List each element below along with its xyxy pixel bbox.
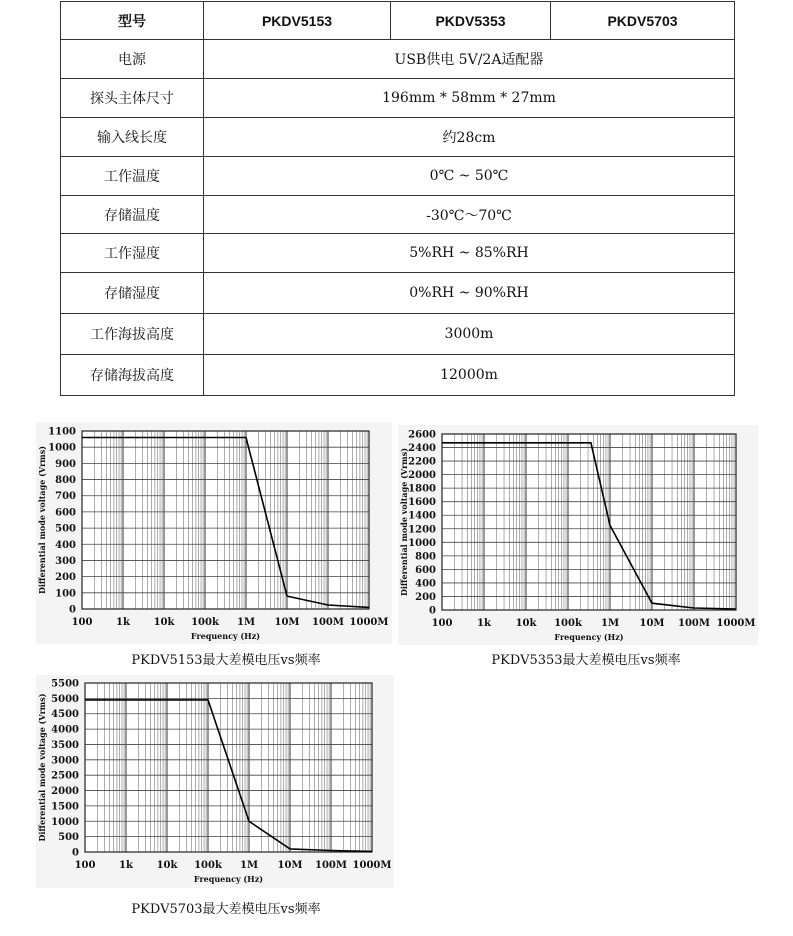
header-pkdv5353: PKDV5353 — [391, 2, 551, 40]
x-tick-label: 1k — [477, 618, 491, 629]
row-value: 0℃ ~ 50℃ — [204, 157, 735, 196]
row-value: 12000m — [204, 355, 735, 396]
table-row — [61, 196, 735, 234]
x-tick-label: 100 — [431, 618, 453, 629]
x-tick-label: 100M — [315, 860, 347, 871]
row-label: 工作温度 — [61, 157, 204, 196]
y-tick-label: 700 — [55, 491, 76, 503]
x-tick-label: 1M — [239, 860, 259, 871]
y-tick-label: 1500 — [51, 801, 79, 813]
chart-caption: PKDV5703最大差模电压vs频率 — [131, 902, 321, 917]
header-pkdv5153: PKDV5153 — [204, 2, 391, 40]
y-tick-label: 5500 — [51, 678, 79, 690]
chart-pkdv5703 — [36, 675, 394, 888]
y-tick-label: 1800 — [408, 483, 436, 495]
y-tick-label: 400 — [415, 578, 436, 590]
row-value: 0%RH ~ 90%RH — [204, 273, 735, 314]
x-tick-label: 100k — [554, 618, 582, 629]
header-pkdv5703: PKDV5703 — [551, 2, 735, 40]
x-tick-label: 100 — [74, 860, 96, 871]
chart-caption: PKDV5153最大差模电压vs频率 — [131, 653, 321, 668]
y-tick-label: 1000 — [48, 442, 76, 454]
table-row — [61, 314, 735, 355]
y-tick-label: 1000 — [408, 537, 436, 549]
y-tick-label: 2500 — [51, 770, 79, 782]
y-tick-label: 800 — [415, 551, 436, 563]
chart-svg — [36, 422, 392, 644]
row-label: 工作湿度 — [61, 234, 204, 273]
y-tick-label: 2600 — [408, 429, 436, 441]
y-tick-label: 500 — [55, 523, 76, 535]
y-tick-label: 1100 — [48, 426, 76, 438]
row-label: 存储温度 — [61, 196, 204, 234]
y-tick-label: 2200 — [408, 456, 436, 468]
row-label: 存储湿度 — [61, 273, 204, 314]
y-tick-label: 800 — [55, 475, 76, 487]
spec-table — [60, 1, 735, 396]
y-tick-label: 5000 — [51, 693, 79, 705]
x-tick-label: 1k — [116, 617, 130, 628]
x-tick-label: 100k — [194, 860, 222, 871]
x-axis-label: Frequency (Hz) — [190, 631, 261, 641]
x-tick-label: 1k — [119, 860, 133, 871]
y-tick-label: 3000 — [51, 755, 79, 767]
chart-svg — [398, 425, 758, 645]
x-tick-label: 10k — [515, 618, 537, 629]
x-tick-label: 1000M — [349, 617, 389, 628]
y-tick-label: 400 — [55, 539, 76, 551]
table-row — [61, 273, 735, 314]
y-tick-label: 1600 — [408, 497, 436, 509]
y-tick-label: 0 — [69, 604, 76, 616]
table-row — [61, 118, 735, 157]
y-tick-label: 2400 — [408, 443, 436, 455]
x-tick-label: 100 — [71, 617, 93, 628]
table-row — [61, 355, 735, 396]
chart-svg — [36, 675, 394, 888]
x-tick-label: 100M — [312, 617, 344, 628]
header-model: 型号 — [61, 2, 204, 40]
y-tick-label: 100 — [55, 588, 76, 600]
x-tick-label: 1M — [236, 617, 256, 628]
x-tick-label: 10M — [639, 618, 665, 629]
x-tick-label: 10k — [153, 617, 175, 628]
y-tick-label: 3500 — [51, 739, 79, 751]
row-value: USB供电 5V/2A适配器 — [204, 40, 735, 79]
y-tick-label: 4500 — [51, 709, 79, 721]
x-tick-label: 1000M — [716, 618, 756, 629]
y-tick-label: 2000 — [51, 786, 79, 798]
y-tick-label: 500 — [58, 832, 79, 844]
x-tick-label: 1M — [600, 618, 620, 629]
y-tick-label: 1400 — [408, 510, 436, 522]
x-tick-label: 100k — [191, 617, 219, 628]
x-tick-label: 100M — [678, 618, 710, 629]
y-tick-label: 600 — [55, 507, 76, 519]
y-tick-label: 0 — [429, 605, 436, 617]
y-axis-label: Differential mode voltage (Vrms) — [37, 693, 47, 842]
table-row — [61, 79, 735, 118]
row-label: 存储海拔高度 — [61, 355, 204, 396]
y-tick-label: 4000 — [51, 724, 79, 736]
chart-pkdv5353 — [398, 425, 758, 645]
y-tick-label: 0 — [72, 847, 79, 859]
x-tick-label: 1000M — [352, 860, 392, 871]
y-tick-label: 1000 — [51, 816, 79, 828]
x-axis-label: Frequency (Hz) — [193, 874, 264, 884]
row-label: 电源 — [61, 40, 204, 79]
y-axis-label: Differential mode voltage (Vrms) — [399, 447, 409, 597]
y-tick-label: 900 — [55, 458, 76, 470]
x-tick-label: 10M — [274, 617, 300, 628]
row-label: 输入线长度 — [61, 118, 204, 157]
row-label: 探头主体尺寸 — [61, 79, 204, 118]
x-axis-label: Frequency (Hz) — [554, 632, 624, 642]
chart-pkdv5153 — [36, 422, 392, 644]
row-value: 5%RH ~ 85%RH — [204, 234, 735, 273]
table-row — [61, 40, 735, 79]
row-value: -30℃～70℃ — [204, 196, 735, 234]
row-value: 196mm * 58mm * 27mm — [204, 79, 735, 118]
row-value: 3000m — [204, 314, 735, 355]
chart-caption: PKDV5353最大差模电压vs频率 — [491, 653, 681, 668]
table-row — [61, 157, 735, 196]
table-header-row — [61, 2, 735, 40]
row-value: 约28cm — [204, 118, 735, 157]
x-tick-label: 10M — [277, 860, 303, 871]
table-row — [61, 234, 735, 273]
row-label: 工作海拔高度 — [61, 314, 204, 355]
y-tick-label: 200 — [415, 591, 436, 603]
y-tick-label: 1200 — [408, 524, 436, 536]
y-tick-label: 200 — [55, 572, 76, 584]
x-tick-label: 10k — [156, 860, 178, 871]
y-axis-label: Differential mode voltage (Vrms) — [37, 445, 47, 595]
y-tick-label: 2000 — [408, 470, 436, 482]
y-tick-label: 300 — [55, 555, 76, 567]
y-tick-label: 600 — [415, 564, 436, 576]
